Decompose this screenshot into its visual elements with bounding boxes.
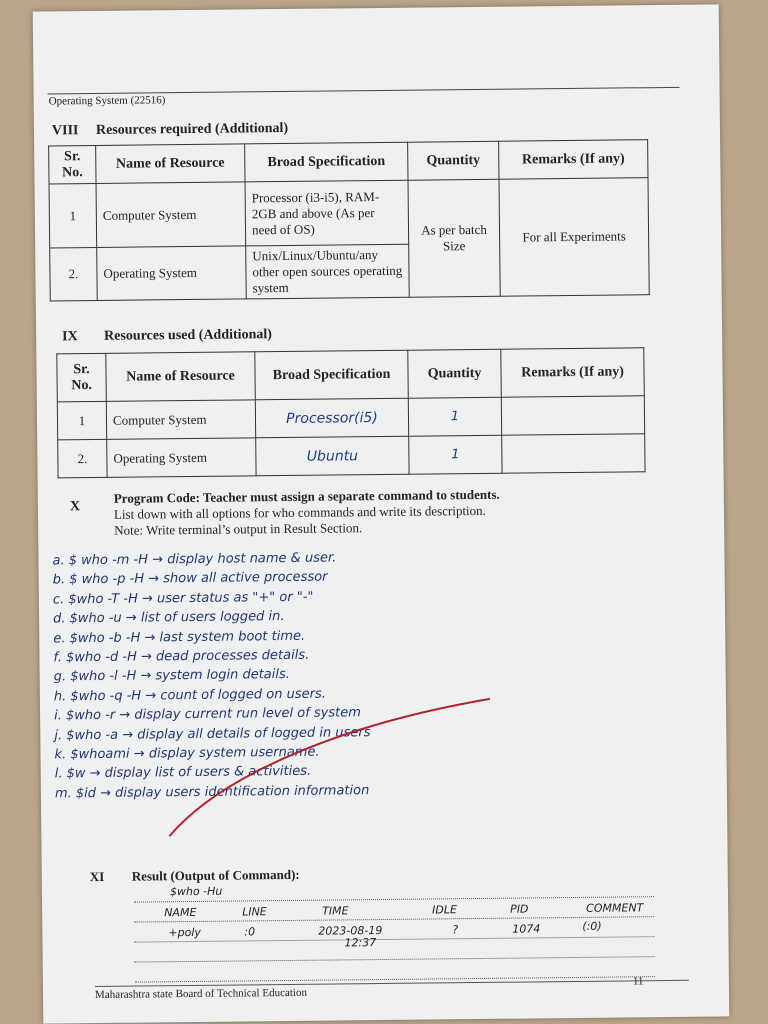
col-name: Name of Resource [106, 352, 255, 402]
header-rule [48, 87, 680, 95]
cell-name: Operating System [107, 438, 256, 478]
col-remarks: Remarks (If any) [501, 348, 644, 397]
document-page [33, 4, 730, 1023]
result-value-idle: ? [452, 923, 459, 937]
list-item: k. $whoami → display system username. [54, 744, 320, 763]
cell-sr: 1 [49, 183, 97, 247]
cell-name: Computer System [96, 182, 246, 248]
list-item: f. $who -d -H → dead processes details. [53, 647, 310, 666]
page-number: 11 [632, 975, 644, 988]
section-11-number: XI [89, 868, 105, 885]
result-command: $who -Hu [169, 884, 223, 899]
result-value-comment: (:0) [582, 919, 602, 933]
result-value-time: 2023-08-19 [318, 924, 383, 938]
program-code-note: Note: Write terminal’s output in Result Section. [114, 520, 363, 538]
result-header-pid: PID [510, 902, 529, 916]
col-remarks: Remarks (If any) [499, 140, 648, 180]
resources-required-table [48, 139, 650, 301]
col-spec: Broad Specification [255, 350, 408, 400]
list-item: m. $id → display users identification information [54, 782, 370, 802]
result-header-comment: COMMENT [586, 901, 644, 915]
table-row [57, 396, 644, 440]
result-header-time: TIME [322, 904, 349, 918]
cell-sr: 2. [50, 247, 98, 300]
list-item: j. $who -a → display all details of logged in users [54, 724, 371, 743]
header-title: Operating System (22516) [48, 94, 166, 108]
list-item: g. $who -l -H → system login details. [53, 667, 290, 685]
col-quantity: Quantity [408, 349, 501, 398]
section-11-title: Result (Output of Command): [131, 866, 300, 884]
teacher-check-mark [160, 693, 502, 847]
result-value-line: :0 [244, 925, 256, 939]
cell-sr: 2. [58, 439, 107, 478]
list-item: h. $who -q -H → count of logged on users. [53, 686, 326, 705]
cell-name: Computer System [106, 400, 255, 440]
program-code-block [114, 486, 594, 539]
list-item: d. $who -u → list of users logged in. [53, 609, 285, 627]
col-sr-no: Sr. No. [49, 145, 96, 183]
section-8-number: VIII [51, 123, 79, 139]
resources-used-table [56, 347, 645, 478]
result-header-idle: IDLE [432, 903, 458, 917]
section-9-title: Resources used (Additional) [104, 327, 272, 344]
col-name: Name of Resource [96, 144, 245, 184]
list-item: l. $w → display list of users & activities. [54, 764, 312, 782]
col-sr-no: Sr. No. [57, 353, 106, 402]
result-value-pid: 1074 [512, 922, 541, 936]
cell-spec: Ubuntu [256, 436, 409, 476]
cell-spec: Unix/Linux/Ubuntu/any other open sources operating system [246, 244, 410, 299]
list-item: i. $who -r → display current run level of system [54, 705, 361, 724]
cell-remarks [501, 396, 644, 435]
list-item: b. $ who -p -H → show all active processor [52, 569, 328, 588]
col-quantity: Quantity [408, 141, 499, 180]
table-row [58, 434, 645, 478]
col-spec: Broad Specification [245, 142, 408, 182]
list-item: a. $ who -m -H → display host name & user. [52, 550, 337, 569]
list-item: c. $who -T -H → user status as "+" or "-" [52, 589, 314, 608]
section-10-number: X [69, 499, 81, 515]
result-header-name: NAME [164, 905, 197, 920]
footer-text: Maharashtra state Board of Technical Education [94, 986, 307, 1002]
cell-remarks: For all Experiments [499, 178, 649, 297]
program-code-line1: List down with all options for who commands and write its description. [113, 502, 486, 522]
table-row [49, 178, 649, 248]
result-value-name: +poly [168, 925, 201, 940]
cell-remarks [502, 434, 645, 473]
section-9-number: IX [62, 329, 78, 345]
cell-quantity: As per batch Size [408, 179, 500, 297]
section-8-title: Resources required (Additional) [95, 120, 289, 138]
cell-name: Operating System [97, 246, 247, 301]
list-item: e. $who -b -H → last system boot time. [53, 628, 306, 647]
cell-spec: Processor (i3-i5), RAM-2GB and above (As per need of OS) [245, 180, 409, 246]
cell-quantity: 1 [408, 397, 501, 436]
result-value-time-2: 12:37 [344, 936, 377, 950]
cell-spec: Processor(i5) [255, 398, 408, 438]
cell-quantity: 1 [409, 435, 502, 474]
result-header-line: LINE [242, 905, 267, 919]
program-code-title: Program Code: Teacher must assign a separate command to students. [113, 486, 500, 506]
cell-sr: 1 [57, 401, 106, 440]
